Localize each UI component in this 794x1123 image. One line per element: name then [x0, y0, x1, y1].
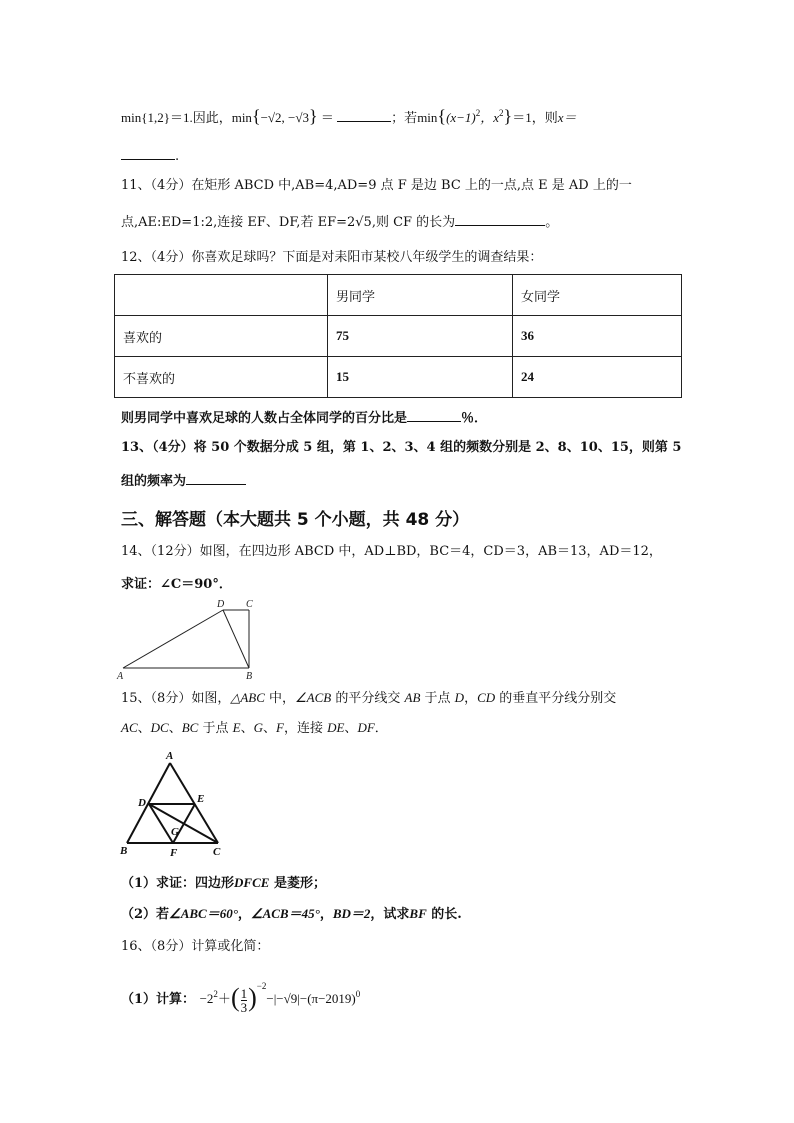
table-cell: 15	[328, 357, 513, 398]
q12-intro: 12、（4分）你喜欢足球吗？下面是对耒阳市某校八年级学生的调查结果：	[121, 250, 543, 265]
q13-blank[interactable]	[186, 471, 246, 485]
point-label-f: F	[170, 847, 178, 859]
table-cell: 75	[328, 316, 513, 357]
q11-line-2: 点,AE:ED=1:2,连接 EF、DF,若 EF=2√5,则 CF 的长为 。	[121, 212, 558, 232]
table-cell: 不喜欢的	[115, 357, 328, 398]
q10-line-2: .	[121, 146, 179, 166]
q15-figure	[115, 748, 230, 862]
q15-part-1: （1）求证：四边形DFCE 是菱形；	[121, 875, 326, 891]
q15-line-1: 15、（8分）如图，△ABC 中，∠ACB 的平分线交 AB 于点 D，CD 的垂直平分线分别交	[121, 690, 617, 706]
table-header-cell: 女同学	[513, 275, 682, 316]
table-row	[115, 357, 682, 398]
table-cell: 36	[513, 316, 682, 357]
q13-line-1: 13、（4分）将 50 个数据分成 5 组，第 1、2、3、4 组的频数分别是 2、8、10、15，则第 5	[121, 440, 682, 455]
table-header-cell: 男同学	[328, 275, 513, 316]
section-heading: 三、解答题（本大题共 5 个小题，共 48 分）	[121, 510, 470, 530]
segment-db	[223, 610, 249, 668]
q10-blank-1[interactable]	[337, 108, 391, 122]
table-row	[115, 316, 682, 357]
point-label-d: D	[138, 797, 146, 809]
table-cell: 喜欢的	[115, 316, 328, 357]
q11-line-1: 11、（4分）在矩形 ABCD 中,AB=4,AD=9 点 F 是边 BC 上的一点,点 E 是 AD 上的一	[121, 178, 632, 193]
point-label-e: E	[197, 793, 205, 805]
point-label-c: C	[246, 599, 253, 610]
q12-question: 则男同学中喜欢足球的人数占全体同学的百分比是 ％．	[121, 408, 487, 428]
q10-blank-2[interactable]	[121, 146, 175, 160]
point-label-b: B	[120, 845, 128, 857]
q16-intro: 16、（8分）计算或化简：	[121, 939, 270, 954]
q16-part-1: （1）计算： $-2^2+$( $\frac{1}{3}$ )$^{-2}-|-√9|-(\pi-2019)^0$	[121, 981, 361, 1015]
table-cell: 24	[513, 357, 682, 398]
q16-expression: $-2^2+$( $\frac{1}{3}$ )$^{-2}-|-√9|-(\pi-2019)^0$	[199, 981, 361, 1015]
point-label-c: C	[213, 846, 221, 858]
survey-table	[114, 274, 682, 398]
q11-blank[interactable]	[455, 212, 545, 226]
q15-line-2: AC、DC、BC 于点 E、G、F，连接 DE、DF．	[121, 720, 388, 736]
point-label-g: G	[171, 826, 179, 838]
segment-ad	[123, 610, 223, 668]
table-header-row	[115, 275, 682, 316]
q15-part-2: （2）若∠ABC＝60°，∠ACB＝45°，BD＝2，试求BF 的长.	[121, 906, 462, 922]
q10-line: min{1,2}＝1.因此，min{−√2, −√3} ＝ ；若$\min\{(x-1)^2$，$x^2\}=1$，则x＝	[121, 106, 577, 126]
q14-line-2: 求证：∠C＝90°．	[121, 577, 232, 592]
q14-figure	[115, 597, 265, 681]
point-label-a: A	[166, 750, 174, 762]
q13-line-2: 组的频率为	[121, 471, 246, 491]
q12-blank[interactable]	[407, 408, 461, 422]
point-label-d: D	[217, 599, 225, 610]
q14-line-1: 14、（12分）如图，在四边形 ABCD 中，AD⊥BD，BC＝4，CD＝3，AB＝13，AD＝12，	[121, 544, 662, 559]
point-label-b: B	[246, 671, 253, 681]
table-header-cell	[115, 275, 328, 316]
point-label-a: A	[117, 671, 124, 681]
